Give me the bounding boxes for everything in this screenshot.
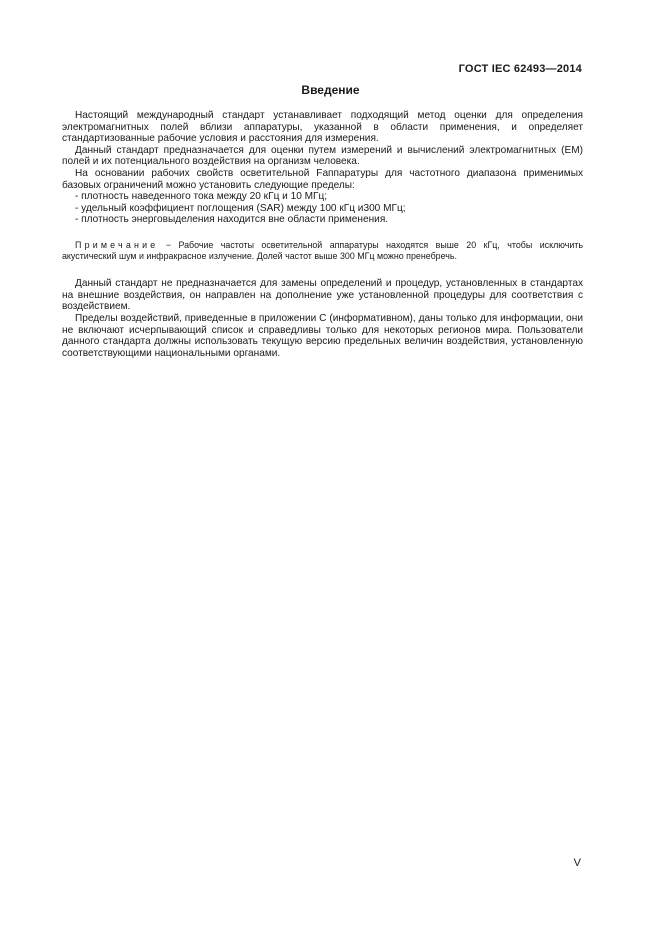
- note-label: Примечание: [75, 239, 159, 250]
- paragraph-intro: Настоящий международный стандарт устанавливает подходящий метод оценки для определения электромагнитных полей вблизи аппаратуры, указанной в области применения, и определяет стандартизованные рабочие условия и расстояния для измерения.: [62, 110, 583, 145]
- list-item-power-density: - плотность энерговыделения находится вне области применения.: [75, 214, 389, 226]
- list-item-current-density: - плотность наведенного тока между 20 кГц и 10 МГц;: [75, 191, 328, 203]
- paragraph-limits: На основании рабочих свойств осветительной Fаппаратуры для частотного диапазона применимых базовых ограничений можно установить следующие пределы:: [62, 167, 583, 191]
- list-item-sar: - удельный коэффициент поглощения (SAR) между 100 кГц и300 МГц;: [75, 202, 406, 214]
- section-title: Введение: [301, 83, 360, 97]
- paragraph-annex: Пределы воздействий, приведенные в приложении С (информативном), даны только для информации, они не включают исчерпывающий список и справедливы только для некоторых регионов мира. Пользователи данного стандарта должны использовать текущую версию предельных величин воздействия, установленную соответствующими национальными органами.: [62, 312, 583, 359]
- note-paragraph: [62, 240, 583, 261]
- note-text: − Рабочие частоты осветительной аппаратуры находятся выше 20 кГц, чтобы исключить акустический шум и инфракрасное излучение. Долей частот выше 300 МГц можно пренебречь.: [62, 239, 583, 261]
- document-id-header: ГОСТ IEC 62493—2014: [458, 63, 582, 75]
- page-number: V: [573, 857, 581, 869]
- document-body: [62, 110, 583, 359]
- paragraph-purpose: Данный стандарт предназначается для оценки путем измерений и вычислений электромагнитных (ЕМ) полей и их потенциального воздействия на организм человека.: [62, 144, 583, 168]
- paragraph-scope: Данный стандарт не предназначается для замены определений и процедур, установленных в стандартах на внешние воздействия, он направлен на дополнение уже установленной процедуры для соответствия с воздействием.: [62, 278, 583, 313]
